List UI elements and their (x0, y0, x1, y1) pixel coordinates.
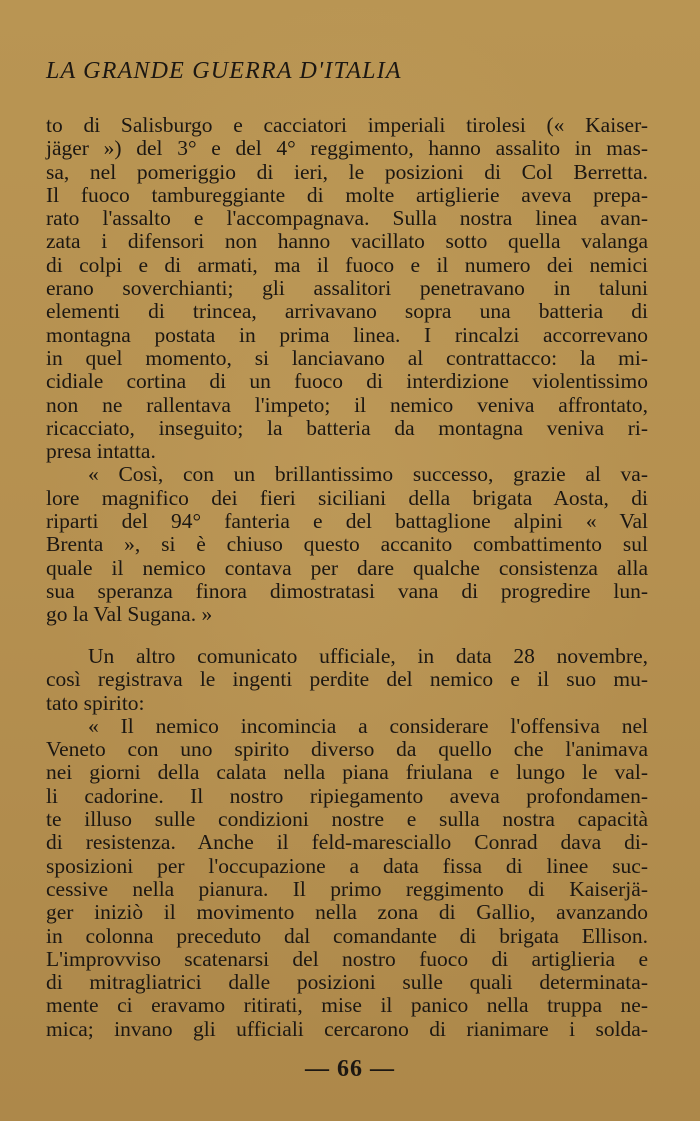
text-line: Brenta », si è chiuso questo accanito combattimento sul (46, 532, 648, 557)
text-line: « Così, con un brillantissimo successo, grazie al va- (88, 462, 648, 487)
running-head: LA GRANDE GUERRA D'ITALIA (46, 58, 402, 84)
text-line: Il fuoco tambureggiante di molte artiglierie aveva prepa- (46, 182, 648, 207)
text-block-bottom (46, 645, 648, 1041)
text-line: presa intatta. (46, 439, 156, 464)
text-line: Un altro comunicato ufficiale, in data 28 novembre, (88, 644, 648, 668)
text-line: cidiale cortina di un fuoco di interdizione violentissimo (46, 369, 648, 394)
text-block-top (46, 114, 648, 627)
text-line: in colonna preceduto dal comandante di brigata Ellison. (46, 923, 648, 948)
text-line: così registrava le ingenti perdite del nemico e il suo mu- (46, 667, 648, 692)
page-number: — 66 — (305, 1056, 395, 1082)
text-line: ricacciato, inseguito; la batteria da montagna veniva ri- (46, 415, 648, 440)
text-line: erano soverchianti; gli assalitori penetravano in taluni (46, 276, 648, 301)
text-line: ger iniziò il movimento nella zona di Gallio, avanzando (46, 900, 648, 925)
text-line: di colpi e di armati, ma il fuoco e il numero dei nemici (46, 252, 648, 277)
text-line: riparti del 94° fanteria e del battaglione alpini « Val (46, 509, 648, 534)
text-line: lore magnifico dei fieri siciliani della brigata Aosta, di (46, 485, 648, 510)
text-line: go la Val Sugana. » (46, 602, 213, 627)
text-line: te illuso sulle condizioni nostre e sulla nostra capacità (46, 807, 648, 832)
text-line: sa, nel pomeriggio di ieri, le posizioni di Col Berretta. (46, 159, 648, 184)
text-line: jäger ») del 3° e del 4° reggimento, hanno assalito in mas- (46, 136, 648, 161)
text-line: li cadorine. Il nostro ripiegamento aveva profondamen- (46, 783, 648, 808)
text-line: cessive nella pianura. Il primo reggimento di Kaiserjä- (46, 876, 648, 901)
text-line: di resistenza. Anche il feld-maresciallo Conrad dava di- (46, 830, 648, 855)
text-line: « Il nemico incomincia a considerare l'offensiva nel (88, 713, 648, 738)
text-line: rato l'assalto e l'accompagnava. Sulla nostra linea avan- (46, 206, 648, 231)
text-line: zata i difensori non hanno vacillato sotto quella valanga (46, 229, 648, 254)
text-line: tato spirito: (46, 690, 145, 715)
text-line: mica; invano gli ufficiali cercarono di rianimare i solda- (46, 1016, 648, 1041)
text-line: to di Salisburgo e cacciatori imperiali tirolesi (« Kaiser- (46, 113, 648, 137)
text-line: in quel momento, si lanciavano al contrattacco: la mi- (46, 345, 648, 370)
text-line: non ne rallentava l'impeto; il nemico veniva affrontato, (46, 392, 648, 417)
text-line: di mitragliatrici dalle posizioni sulle quali determinata- (46, 970, 648, 995)
text-line: quale il nemico contava per dare qualche consistenza alla (46, 555, 648, 580)
text-line: sua speranza finora dimostratasi vana di progredire lun- (46, 578, 648, 603)
text-line: mente ci eravamo ritirati, mise il panico nella truppa ne- (46, 993, 648, 1018)
text-line: sposizioni per l'occupazione a data fissa di linee suc- (46, 853, 648, 878)
text-line: L'improvviso scatenarsi del nostro fuoco di artiglieria e (46, 946, 648, 971)
text-line: elementi di trincea, arrivavano sopra una batteria di (46, 299, 648, 324)
text-line: nei giorni della calata nella piana friulana e lungo le val- (46, 760, 648, 785)
text-line: Veneto con uno spirito diverso da quello che l'animava (46, 737, 648, 762)
text-line: montagna postata in prima linea. I rincalzi accorrevano (46, 322, 648, 347)
